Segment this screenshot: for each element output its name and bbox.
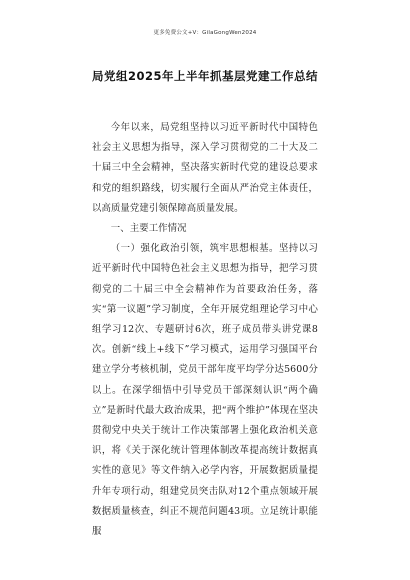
intro-paragraph: 今年以来，局党组坚持以习近平新时代中国特色社会主义思想为指导，深入学习贯彻党的二十大及二十届三中全会精神，坚决落实新时代党的建设总要求和党的组织路线，切实履行全面从严治党主体责任，以高质量党建引领保障高质量发展。 xyxy=(92,122,318,214)
document-body xyxy=(92,118,318,542)
document-title: 局党组2025年上半年抓基层党建工作总结 xyxy=(91,69,318,83)
section-paragraph: （一）强化政治引领，筑牢思想根基。坚持以习近平新时代中国特色社会主义思想为指导，把学习贯彻党的二十届三中全会精神作为首要政治任务，落实“第一议题”学习制度，全年开展党组理论学习中心组学习12次、专题研讨6次，班子成员带头讲党课8次。创新“线上+线下”学习模式，运用学习强国平台建立学分考核机制，党员干部年度平均学分达5600分以上。在深学细悟中引导党员干部深刻认识“两个确立”是新时代最大政治成果，把“两个维护”体现在坚决贯彻党中央关于统计工作决策部署上强化政治机关意识，将《关于深化统计管理体制改革提高统计数据真实性的意见》等文件纳入必学内容，开展数据质量提升年专项行动，组建党员突击队对12个重点领域开展数据质量核查，纠正不规范问题43项。立足统计职能服 xyxy=(92,243,318,538)
header-note: 更多免费公文+V：GilaGongWen2024 xyxy=(153,30,257,36)
section-heading: 一、主要工作情况 xyxy=(110,223,187,235)
